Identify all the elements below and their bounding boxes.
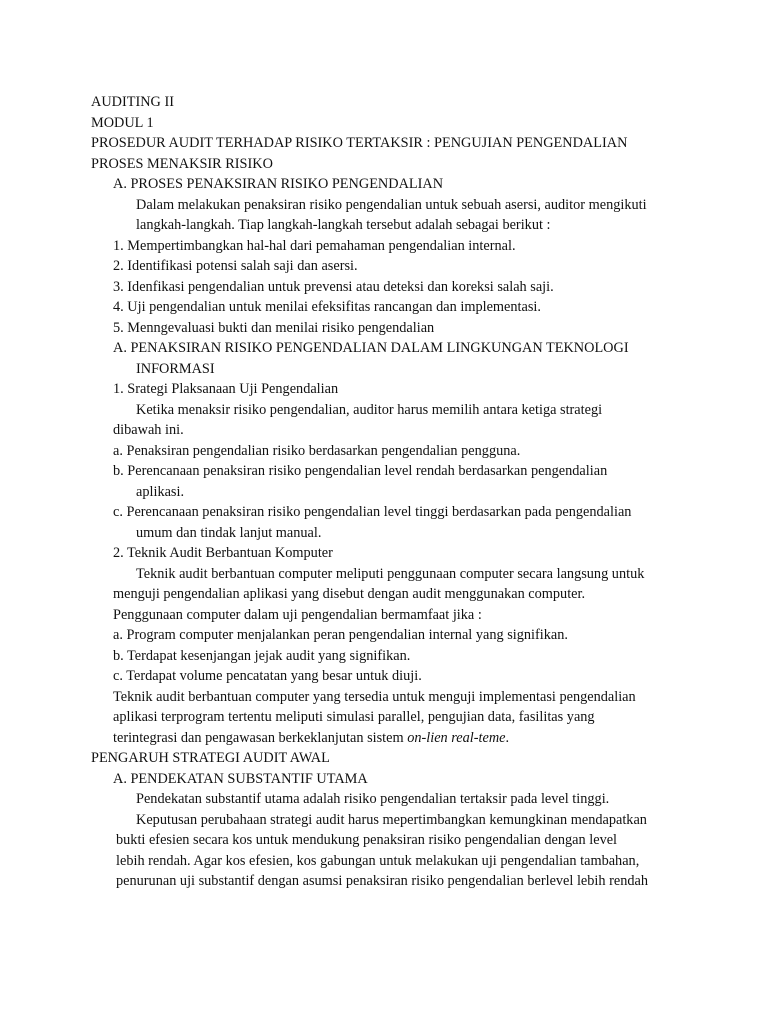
list-item: c. Perencanaan penaksiran risiko pengendalian level tinggi berdasarkan pada pengendalian	[113, 504, 632, 520]
subsection-heading: A. PENDEKATAN SUBSTANTIF UTAMA	[113, 771, 368, 787]
paragraph-line: Teknik audit berbantuan computer meliputi penggunaan computer secara langsung untuk	[136, 566, 645, 582]
list-item: c. Terdapat volume pencatatan yang besar untuk diuji.	[113, 668, 422, 684]
list-item: a. Penaksiran pengendalian risiko berdasarkan pengendalian pengguna.	[113, 443, 521, 459]
paragraph-line: dibawah ini.	[113, 422, 184, 438]
module-title: MODUL 1	[91, 115, 154, 131]
italic-term: on-lien real-teme	[407, 730, 506, 746]
list-item: 4. Uji pengendalian untuk menilai efeksifitas rancangan dan implementasi.	[113, 299, 541, 315]
list-item: 1. Srategi Plaksanaan Uji Pengendalian	[113, 381, 339, 397]
chapter-heading: PROSEDUR AUDIT TERHADAP RISIKO TERTAKSIR : PENGUJIAN PENGENDALIAN	[91, 135, 628, 151]
paragraph-line: Pendekatan substantif utama adalah risiko pengendalian tertaksir pada level tinggi.	[136, 791, 610, 807]
paragraph-line: menguji pengendalian aplikasi yang disebut dengan audit menggunakan computer.	[113, 586, 586, 602]
course-title: AUDITING II	[91, 94, 174, 110]
list-item: 1. Mempertimbangkan hal-hal dari pemahaman pengendalian internal.	[113, 238, 516, 254]
list-item: aplikasi.	[136, 484, 185, 500]
list-item: 5. Menngevaluasi bukti dan menilai risiko pengendalian	[113, 320, 435, 336]
list-item: 2. Identifikasi potensi salah saji dan asersi.	[113, 258, 358, 274]
italic-term-suffix: .	[505, 730, 510, 746]
paragraph-line: langkah-langkah. Tiap langkah-langkah tersebut adalah sebagai berikut :	[136, 217, 551, 233]
subsection-heading: INFORMASI	[136, 361, 215, 377]
section-heading: PENGARUH STRATEGI AUDIT AWAL	[91, 750, 330, 766]
paragraph-line: Dalam melakukan penaksiran risiko pengendalian untuk sebuah asersi, auditor mengikuti	[136, 197, 647, 213]
paragraph-line	[113, 728, 509, 748]
paragraph-text: terintegrasi dan pengawasan berkeklanjutan sistem	[113, 730, 408, 746]
subsection-heading: A. PROSES PENAKSIRAN RISIKO PENGENDALIAN	[113, 176, 444, 192]
paragraph-line: Ketika menaksir risiko pengendalian, auditor harus memilih antara ketiga strategi	[136, 402, 603, 418]
paragraph-line: bukti efesien secara kos untuk mendukung penaksiran risiko pengendalian dengan level	[116, 832, 618, 848]
list-item: umum dan tindak lanjut manual.	[136, 525, 322, 541]
list-item: b. Perencanaan penaksiran risiko pengendalian level rendah berdasarkan pengendalian	[113, 463, 608, 479]
paragraph-line: penurunan uji substantif dengan asumsi penaksiran risiko pengendalian berlevel lebih rendah	[116, 873, 649, 889]
paragraph-line: aplikasi terprogram tertentu meliputi simulasi parallel, pengujian data, fasilitas yang	[113, 709, 595, 725]
list-item: 2. Teknik Audit Berbantuan Komputer	[113, 545, 333, 561]
paragraph-line: lebih rendah. Agar kos efesien, kos gabungan untuk melakukan uji pengendalian tambahan,	[116, 853, 640, 869]
subsection-heading: A. PENAKSIRAN RISIKO PENGENDALIAN DALAM LINGKUNGAN TEKNOLOGI	[113, 340, 629, 356]
paragraph-line: Penggunaan computer dalam uji pengendalian bermamfaat jika :	[113, 607, 482, 623]
section-heading: PROSES MENAKSIR RISIKO	[91, 156, 273, 172]
list-item: b. Terdapat kesenjangan jejak audit yang signifikan.	[113, 648, 411, 664]
list-item: 3. Idenfikasi pengendalian untuk prevensi atau deteksi dan koreksi salah saji.	[113, 279, 554, 295]
list-item: a. Program computer menjalankan peran pengendalian internal yang signifikan.	[113, 627, 568, 643]
paragraph-line: Teknik audit berbantuan computer yang tersedia untuk menguji implementasi pengendalian	[113, 689, 636, 705]
paragraph-line: Keputusan perubahaan strategi audit harus mepertimbangkan kemungkinan mendapatkan	[136, 812, 647, 828]
